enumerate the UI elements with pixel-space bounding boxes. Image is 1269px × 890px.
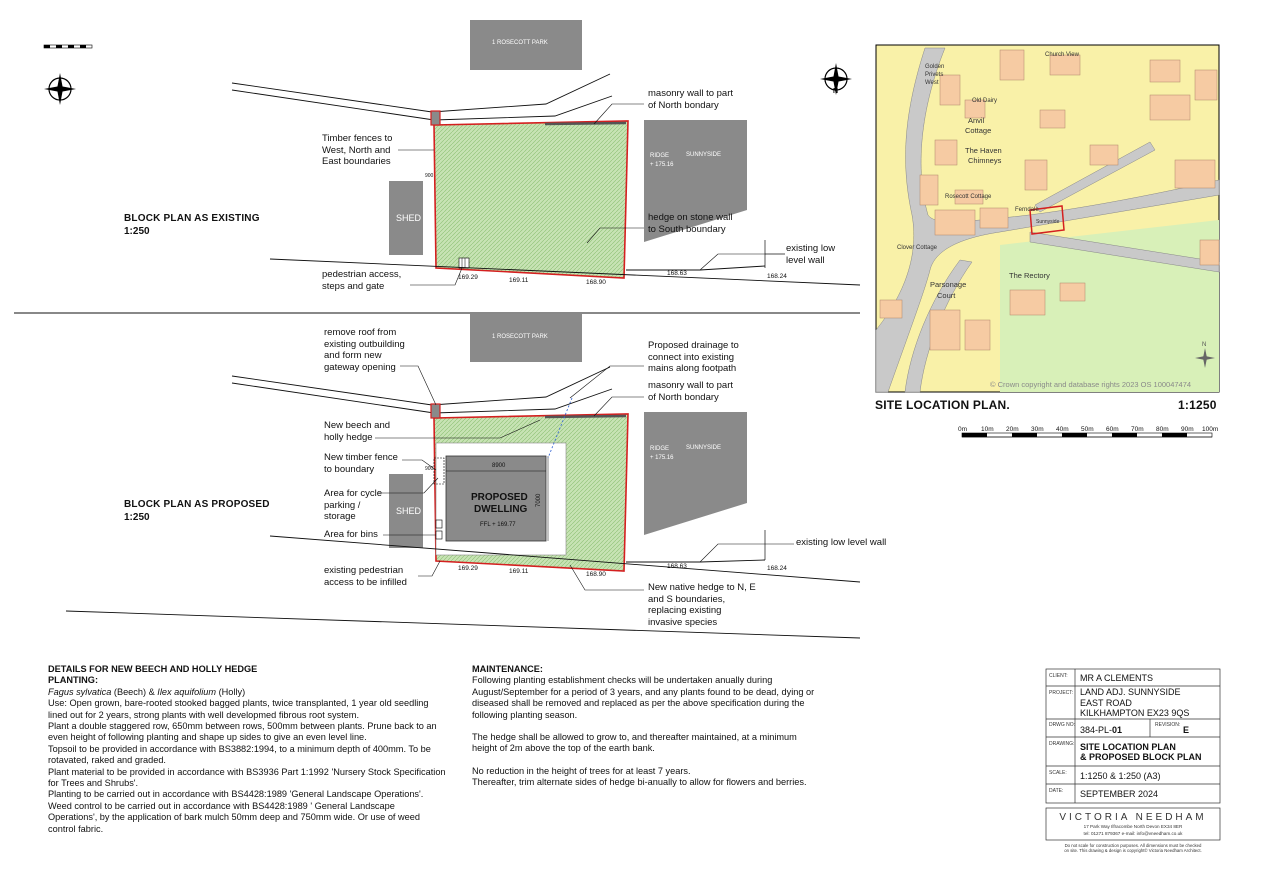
details-paragraph: Plant a double staggered row, 650mm between rows, 500mm between plants. Prune back to an even height of following planting and shape up sides to give an even level line. <box>48 721 437 743</box>
remove-roof-note: remove roof from existing outbuilding and form new gateway opening <box>324 327 405 373</box>
species-a: Fagus sylvatica <box>48 686 112 697</box>
infill-note: existing pedestrian access to be infilled <box>324 565 407 588</box>
level-label: 169.29 <box>458 274 478 281</box>
client-value: MR A CLEMENTS <box>1080 673 1154 683</box>
shed-label: SHED <box>396 213 422 223</box>
copyright-label: © Crown copyright and database rights 2023 OS 100047474 <box>990 380 1192 389</box>
existing-plan-scale: 1:250 <box>124 226 150 237</box>
scale-bar-label: 30m <box>1031 426 1044 433</box>
map-scale-bar <box>962 433 1212 437</box>
scale-bar-label: 50m <box>1081 426 1094 433</box>
disclaimer: Do not scale for construction purposes. All dimensions must be checked on site. This drawing & design is copyright© Victoria Needham Architect. <box>1064 843 1202 854</box>
map-place-label: Ferndale <box>1015 207 1039 213</box>
details-paragraph: Plant material to be provided in accordance with BS3936 Part 1:1992 'Nursery Stock Specification for Trees and Shrubs'. <box>48 766 446 789</box>
scale-value: 1:1250 & 1:250 (A3) <box>1080 771 1161 781</box>
cycle-parking-note: Area for cycle parking / storage <box>324 488 383 522</box>
ridge-level: + 175.16 <box>650 162 674 168</box>
low-wall-note: existing low level wall <box>796 537 887 548</box>
width-dimension: 8900 <box>492 463 506 469</box>
timber-fences-note: Timber fences to West, North and East boundaries <box>322 133 393 167</box>
maintenance-heading: MAINTENANCE: <box>472 664 543 674</box>
map-place-label: Golden <box>925 64 945 70</box>
ridge-level: + 175.16 <box>650 455 674 461</box>
level-label: 169.11 <box>509 568 529 575</box>
firm-contact: tel: 01271 879367 e-mail: info@vneedham.co.uk <box>1083 831 1183 836</box>
site-location-map <box>876 45 1219 392</box>
neighbour-label: 1 ROSECOTT PARK <box>492 40 548 46</box>
shed-label: SHED <box>396 506 422 516</box>
map-place-label: Anvil <box>968 116 985 125</box>
details-heading: DETAILS FOR NEW BEECH AND HOLLY HEDGE <box>48 664 258 674</box>
masonry-wall-note: masonry wall to part of North bondary <box>648 88 734 111</box>
maintenance-notes <box>472 664 824 789</box>
proposed-plan-title: BLOCK PLAN AS PROPOSED <box>124 499 270 510</box>
scale-bar-label: 20m <box>1006 426 1019 433</box>
details-paragraph: Use: Open grown, bare-rooted stooked bagged plants, twice transplanted, 1 year old seedling lined out for 2 years, strong plants with well developmed fibrous root system. <box>48 698 429 720</box>
drawing-no-prefix: 384-PL- <box>1080 725 1113 735</box>
drawing-no-label: DRWG NO: <box>1049 722 1076 728</box>
scale-bar-label: 80m <box>1156 426 1169 433</box>
ridge-label: RIDGE <box>650 153 670 159</box>
map-place-label: Sunnyside <box>1036 219 1060 225</box>
maintenance-paragraph: Following planting establishment checks will be undertaken anually during August/September for a period of 3 years, and any plants found to be dead, dying or diseased shall be removed and replaced as per the above specification during the following planting season. <box>472 675 815 720</box>
revision-label: REVISION: <box>1155 722 1181 728</box>
map-place-label: Rosecott Cottage <box>945 194 992 200</box>
level-label: 168.90 <box>586 279 606 286</box>
existing-plan-title: BLOCK PLAN AS EXISTING <box>124 213 260 224</box>
date-label: DATE: <box>1049 788 1064 794</box>
depth-dimension: 7000 <box>536 493 542 507</box>
details-paragraph: Planting to be carried out in accordance with BS4428:1989 'General Landscape Operations'. <box>48 789 424 800</box>
map-place-label: Cottage <box>965 126 992 135</box>
map-place-label: Privets <box>925 72 944 78</box>
level-label: 168.63 <box>667 270 687 277</box>
hedge-details <box>48 664 446 835</box>
bins-note: Area for bins <box>324 529 378 540</box>
sunnyside-label: SUNNYSIDE <box>686 445 722 451</box>
level-label: 168.24 <box>767 565 787 572</box>
dwelling-label: PROPOSED <box>471 492 528 503</box>
species-b: Ilex aquifolium <box>157 686 217 697</box>
dimension-label: 900 <box>425 466 434 472</box>
map-place-label: The Rectory <box>1009 271 1050 280</box>
masonry-wall-note: masonry wall to part of North bondary <box>648 380 734 403</box>
drawing-value: SITE LOCATION PLAN & PROPOSED BLOCK PLAN <box>1080 742 1202 762</box>
scale-bar-label: 70m <box>1131 426 1144 433</box>
species-b-common: (Holly) <box>216 686 246 697</box>
site-location-title: SITE LOCATION PLAN. <box>875 398 1010 412</box>
north-arrow-icon <box>44 73 76 105</box>
date-value: SEPTEMBER 2024 <box>1080 789 1159 799</box>
scale-bar-label: 10m <box>981 426 994 433</box>
native-hedge-note: New native hedge to N, E and S boundaries, replacing existing invasive species <box>648 582 756 628</box>
scale-label: SCALE: <box>1049 770 1067 776</box>
sunnyside-label: SUNNYSIDE <box>686 152 722 158</box>
scale-bar-label: 40m <box>1056 426 1069 433</box>
scale-bar-label: 90m <box>1181 426 1194 433</box>
planting-heading: PLANTING: <box>48 675 99 686</box>
level-label: 168.63 <box>667 563 687 570</box>
details-paragraph: Topsoil to be provided in accordance with BS3882:1994, to a minimum depth of 400mm. To be rotavated, raked and graded. <box>48 743 431 766</box>
firm-name: VICTORIA NEEDHAM <box>1059 812 1207 823</box>
maintenance-paragraph: The hedge shall be allowed to grow to, and thereafter maintained, at a minimum height of 2m above the top of the earth bank. <box>472 732 797 754</box>
level-label: 169.29 <box>458 565 478 572</box>
level-label: 168.90 <box>586 571 606 578</box>
level-label: 168.24 <box>767 273 787 280</box>
map-place-label: Chimneys <box>968 156 1002 165</box>
map-place-label: West <box>925 80 939 86</box>
revision-value: E <box>1183 725 1190 735</box>
species-line <box>48 687 446 698</box>
scale-bar-label: 60m <box>1106 426 1119 433</box>
dimension-label: 900 <box>425 173 434 179</box>
dwelling-label-2: DWELLING <box>474 504 528 515</box>
client-label: CLIENT: <box>1049 673 1068 679</box>
neighbour-label: 1 ROSECOTT PARK <box>492 334 548 340</box>
map-place-label: Clover Cottage <box>897 245 938 251</box>
species-a-common: (Beech) & <box>111 686 158 697</box>
project-label: PROJECT: <box>1049 690 1074 696</box>
map-north-label: N <box>1202 342 1207 348</box>
drawing-label: DRAWING: <box>1049 741 1075 747</box>
drawing-no-value <box>1080 725 1122 735</box>
map-place-label: Church View <box>1045 52 1079 58</box>
north-arrow-icon <box>820 63 852 95</box>
firm-address: 17 Park Way Ilfracombe North Devon EX34 8ER <box>1083 824 1183 829</box>
map-place-label: The Haven <box>965 146 1002 155</box>
scale-bar-label: 100m <box>1202 426 1219 433</box>
low-wall-note: existing low level wall <box>786 243 836 266</box>
project-value: LAND ADJ. SUNNYSIDE EAST ROAD KILKHAMPTON EX23 9QS <box>1080 687 1190 718</box>
timber-fence-note: New timber fence to boundary <box>324 452 398 475</box>
proposed-plan-scale: 1:250 <box>124 512 150 523</box>
maintenance-paragraph: No reduction in the height of trees for at least 7 years. Thereafter, trim alternate sides of hedge bi-anually to allow for flowers and berries. <box>472 765 807 788</box>
details-paragraph: Weed control to be carried out in accordance with BS4428:1989 ' General Landscape Operations', by the application of bark mulch 50mm deep and 750mm wide. Or use of weed control fabric. <box>48 800 421 834</box>
ffl-label: FFL + 169.77 <box>480 522 516 528</box>
svg-text:N: N <box>833 88 839 95</box>
map-place-label: Court <box>937 291 956 300</box>
site-location-scale: 1:1250 <box>1178 398 1217 412</box>
drainage-note: Proposed drainage to connect into existing mains along footpath <box>648 340 739 374</box>
pedestrian-access-note: pedestrian access, steps and gate <box>322 269 402 292</box>
drawing-no-suffix: 01 <box>1112 725 1123 735</box>
map-place-label: Parsonage <box>930 280 967 289</box>
scale-bar-small <box>44 45 92 48</box>
map-place-label: Old Dairy <box>972 98 998 104</box>
beech-hedge-note: New beech and holly hedge <box>324 420 391 443</box>
ridge-label: RIDGE <box>650 446 670 452</box>
scale-bar-label: 0m <box>958 426 968 433</box>
level-label: 169.11 <box>509 277 529 284</box>
hedge-note: hedge on stone wall to South boundary <box>648 212 733 235</box>
